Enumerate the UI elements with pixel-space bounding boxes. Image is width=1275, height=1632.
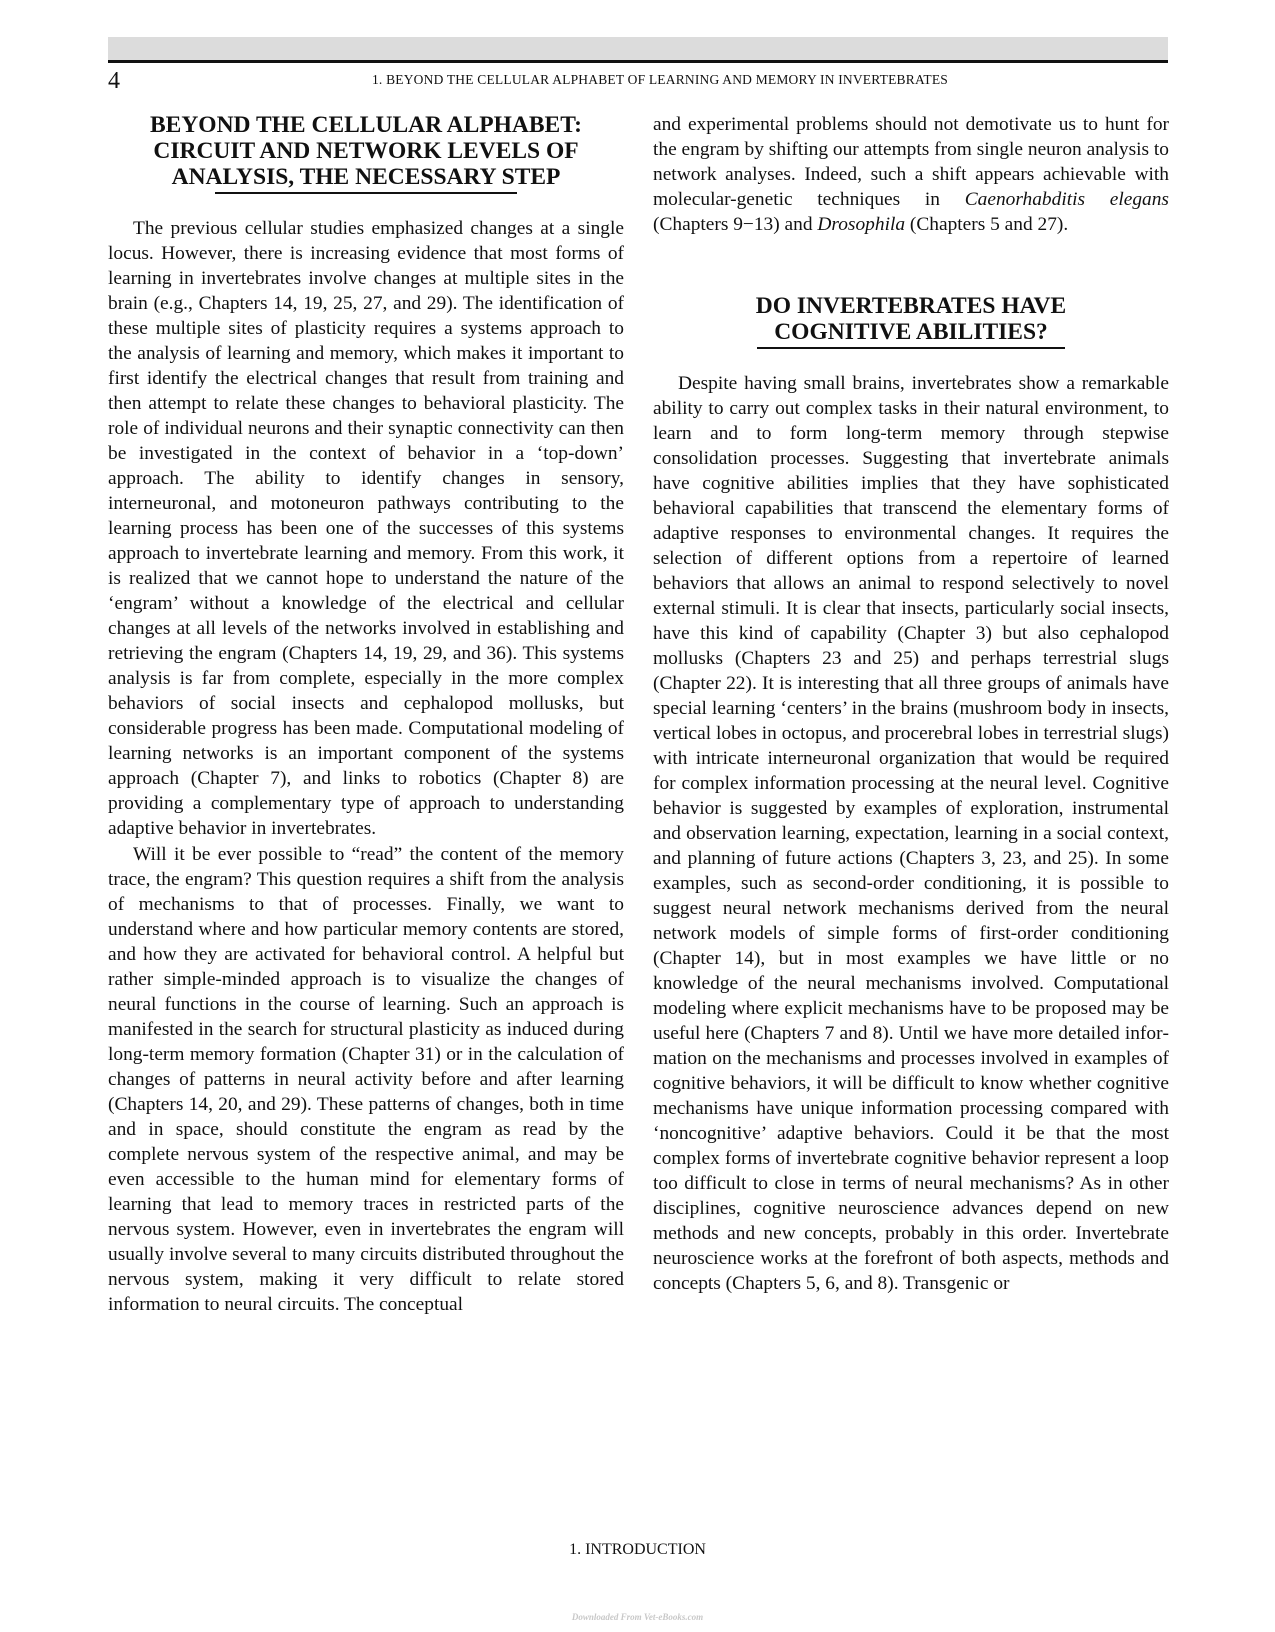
section-heading-circuit-network [108,112,624,190]
left-column [108,112,624,1317]
text-run: (Chapters 9−13) and [653,214,818,235]
page-number: 4 [108,68,120,94]
header-bar [108,37,1168,60]
paragraph: Despite having small brains, invertebrates show a remarkable ability to carry out complex tasks in their natural environment, to learn and to form long-term memory through stepwise consolidation processes. Suggesting that invertebrate animals have cognitive abilities implies that they have sophisticated behavioral capabilities that transcend the elementary forms of adaptive responses to environmental changes. It requires the selection of different options from a repertoire of learned behaviors that allows an animal to respond selectively to novel external stimuli. It is clear that insects, particularly social insects, have this kind of capability (Chapter 3) but also cephalopod mollusks (Chapters 23 and 25) and perhaps terrestrial slugs (Chapter 22). It is interesting that all three groups of animals have special learning ‘centers’ in the brains (mushroom body in insects, vertical lobes in octopus, and procerebral lobes in terrestrial slugs) with intricate interneuronal organization that would be required for complex information processing at the neural level. Cognitive behavior is suggested by examples of exploration, instrumental and observation learning, expectation, learning in a social context, and planning of future actions (Chapters 3, 23, and 25). In some examples, such as second-order conditioning, it is possible to suggest neural network mechanisms derived from the neural network models of simple forms of first-order conditioning (Chapter 14), but in most examples we have little or no knowledge of the neural mechanisms involved. Computational modeling where explicit mechanisms have to be proposed may be useful here (Chapters 7 and 8). Until we have more detailed information on the mechanisms and processes involved in examples of cognitive behaviors, it will be difficult to know whether cognitive mechanisms have unique information processing compared with ‘noncognitive’ adaptive behaviors. Could it be that the most complex forms of invertebrate cognitive behavior represent a loop too difficult to close in terms of neural mechanisms? As in other disciplines, cognitive neuroscience advances depend on new methods and new concepts, probably in this order. Invertebrate neuroscience works at the forefront of both aspects, methods and concepts (Chapters 5, 6, and 8). Transgenic or [653,373,1169,1294]
text-run: and experimental problems should not demotivate us to hunt for the engram by shifting our attempts from single neuron analysis to network analyses. Indeed, such a shift appears achievable with molecular-genetic techniques in [653,114,1169,210]
running-head: 1. BEYOND THE CELLULAR ALPHABET OF LEARNING AND MEMORY IN INVERTEBRATES [371,72,949,87]
heading-line: CIRCUIT AND NETWORK LEVELS OF [153,138,579,164]
paragraph-continuation [653,112,1169,237]
species-name: Caenorhabditis elegans [964,189,1169,210]
heading-line: ANALYSIS, THE NECESSARY STEP [171,164,561,190]
heading-line: COGNITIVE ABILITIES? [774,319,1048,345]
right-column [653,112,1169,1296]
paragraph: Will it be ever possible to “read” the content of the memory trace, the engram? This question requires a shift from the analysis of mechanisms to that of processes. Finally, we want to understand where and how particular memory contents are stored, and how they are activated for behavioral control. A helpful but rather simple-minded approach is to visualize the changes of neural functions in the course of learning. Such an approach is manifested in the search for structural plasticity as induced during long-term memory formation (Chapter 31) or in the calculation of changes of patterns in neural activity before and after learning (Chapters 14, 20, and 29). These patterns of changes, both in time and in space, should constitute the engram as read by the complete nervous system of the respective animal, and may be even accessible to the human mind for elementary forms of learning that lead to memory traces in restricted parts of the nervous system. However, even in invertebrates the engram will usually involve several to many circuits distributed throughout the nervous system, making it very difficult to relate stored information to neural circuits. The conceptual [108,844,624,1315]
footer-section-label: 1. INTRODUCTION [569,1541,706,1558]
paragraph: The previous cellular studies emphasized changes at a single locus. However, there is increasing evidence that most forms of learning in invertebrates involve changes at multiple sites in the brain (e.g., Chapters 14, 19, 25, 27, and 29). The identification of these multiple sites of plasticity requires a systems approach to the analysis of learning and memory, which makes it important to first identify the electrical changes that result from training and then attempt to relate these changes to behavioral plasticity. The role of individual neurons and their synaptic connectivity can then be investigated in the context of behavior in a ‘top-down’ approach. The ability to identify changes in sensory, interneuronal, and motoneuron pathways contributing to the learning process has been one of the successes of this systems approach to invertebrate learning and memory. From this work, it is realized that we cannot hope to understand the nature of the ‘engram’ without a knowledge of the electrical and cellular changes at all levels of the networks involved in establishing and retrieving the engram (Chapters 14, 19, 29, and 36). This systems analysis is far from complete, especially in the more complex behaviors of social insects and cephalopod mollusks, but considerable progress has been made. Computational modeling of learning networks is an important component of the systems approach (Chapter 7), and links to robotics (Chapter 8) are providing a complementary type of approach to understanding adaptive behavior in invertebrates. [108,218,624,839]
heading-line: DO INVERTEBRATES HAVE [755,293,1067,319]
text-run: (Chapters 5 and 27). [905,214,1069,235]
species-name: Drosophila [817,214,906,235]
section-heading-cognitive-abilities [653,293,1169,345]
header-rule [108,60,1168,63]
watermark: Downloaded From Vet-eBooks.com [571,1612,704,1622]
heading-line: BEYOND THE CELLULAR ALPHABET: [149,112,582,138]
